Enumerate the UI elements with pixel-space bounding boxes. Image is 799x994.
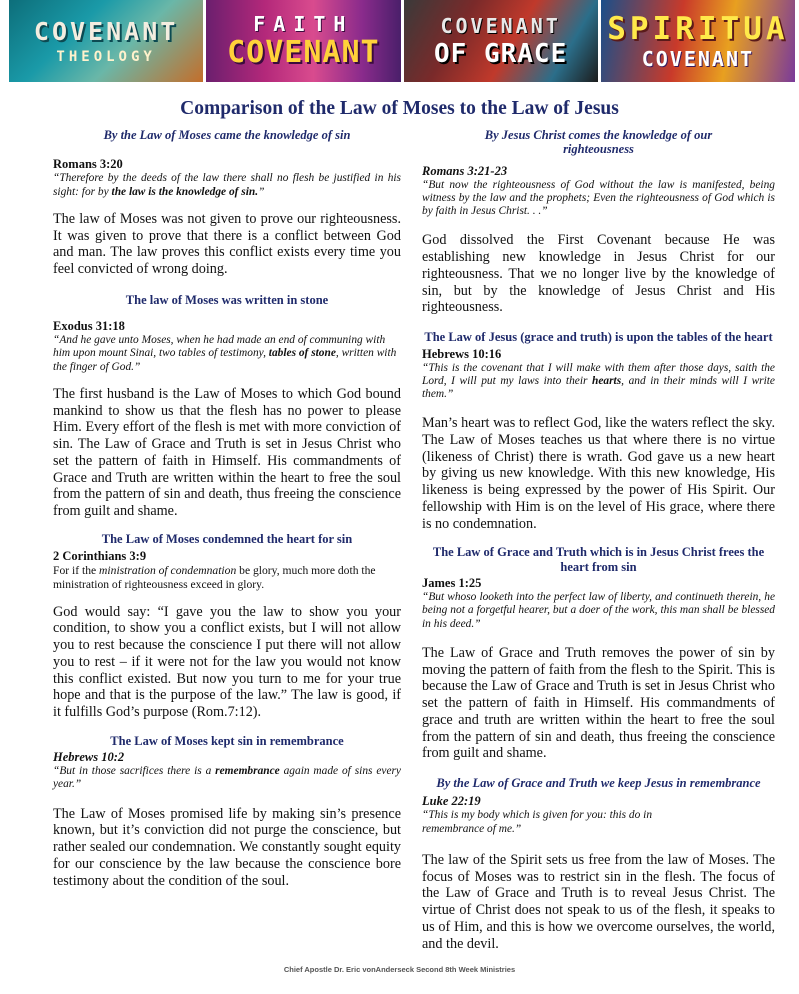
scripture-reference: Romans 3:21-23 <box>422 163 508 178</box>
banner-text: OF GRACE <box>434 38 568 69</box>
section-heading: The Law of Jesus (grace and truth) is upon the tables of the heart <box>424 330 773 345</box>
scripture-reference: Hebrews 10:2 <box>53 750 125 765</box>
banner-text: COVENANT <box>33 16 179 46</box>
scripture-reference: 2 Corinthians 3:9 <box>53 549 147 564</box>
banner-spiritual-covenant <box>601 0 795 82</box>
section-heading: By Jesus Christ comes the knowledge of our righteousness <box>484 128 713 157</box>
banner-text: SPIRITUA <box>607 10 789 47</box>
body-paragraph: The law of Moses was not given to prove our righteousness. It was given to prove that there is a conflict between God and man. The law proves this conflict exists every time you feel convicted of wrong doing. <box>53 210 401 278</box>
banner-text: THEOLOGY <box>56 48 156 65</box>
scripture-quote: “And he gave unto Moses, when he had made an end of communing with him upon mount Sinai, two tables of testimony, tables of stone, written with the finger of God.” <box>53 334 397 373</box>
scripture-quote: “But whoso looketh into the perfect law of liberty, and continueth therein, he being not a forgetful hearer, but a doer of the work, this man shall be blessed in his deed.” <box>422 591 775 630</box>
section-heading: The Law of Moses condemned the heart for sin <box>101 531 353 546</box>
body-paragraph: The Law of Moses promised life by making sin’s presence known, but it’s conviction did not purge the conscience, but rather sealed our condemnation. We constantly sought equity for our conscience by the law because the conscience bore testimony about the condition of the soul. <box>53 805 401 889</box>
scripture-reference: Hebrews 10:16 <box>422 346 502 361</box>
scripture-quote: “But now the righteousness of God without the law is manifested, being witness by the law and the prophets; Even the righteousness of God which is by faith in Jesus Christ. . .” <box>422 178 775 218</box>
body-paragraph: God dissolved the First Covenant because He was establishing new knowledge in Jesus Christ for our righteousness. That we no longer live by the knowledge of sin, but by the knowledge of Jesus Christ and His righteousness. <box>422 232 775 316</box>
body-paragraph: The first husband is the Law of Moses to which God bound mankind to show us that the flesh has no power to please Him. Every effort of the flesh is met with more conviction of sin. The Law of Grace and Truth is set in Jesus Christ who set the pattern of faith in Himself. His commandments of Grace and Truth are written within the heart to free the soul from the pattern of sin and death, thus freeing the conscience from guilt and shame. <box>53 385 401 520</box>
banner-covenant-theology <box>9 0 203 82</box>
banner-text: COVENANT <box>440 13 561 38</box>
scripture-quote: “But in those sacrifices there is a remembrance again made of sins every year.” <box>53 765 401 791</box>
body-paragraph: God would say: “I gave you the law to show you your condition, to show you a conflict exists, but I will not allow you to rest because the conscience I put there will not allow you to rest – if it were not for the law you would not know this conflict existed. But now you turn to me for your true hope and that is the purpose of the law.” The law is good, if it fulfills God’s purpose (Rom.7:12). <box>53 603 401 721</box>
section-heading: The Law of Grace and Truth which is in Jesus Christ frees the heart from sin <box>432 545 765 574</box>
right-column <box>422 128 775 952</box>
scripture-reference: Exodus 31:18 <box>53 319 125 334</box>
header-banner <box>9 0 795 82</box>
section-heading: The law of Moses was written in stone <box>125 292 329 307</box>
left-column <box>53 128 401 889</box>
section-heading: By the Law of Grace and Truth we keep Jesus in remembrance <box>436 776 761 791</box>
banner-text: COVENANT <box>227 35 380 70</box>
banner-covenant-of-grace <box>404 0 598 82</box>
scripture-quote: “This is my body which is given for you: this do in remembrance of me.” <box>422 809 653 835</box>
page-title: Comparison of the Law of Moses to the Law of Jesus <box>180 98 619 119</box>
section-heading: By the Law of Moses came the knowledge of sin <box>103 128 351 142</box>
scripture-reference: James 1:25 <box>422 576 482 591</box>
footer-credit: Chief Apostle Dr. Eric vonAnderseck Second 8th Week Ministries <box>283 965 516 974</box>
scripture-quote: For if the ministration of condemnation be glory, much more doth the ministration of righteousness exceed in glory. <box>53 564 376 591</box>
scripture-reference: Romans 3:20 <box>53 157 123 172</box>
body-paragraph: Man’s heart was to reflect God, like the waters reflect the sky. The Law of Moses teaches us that where there is no virtue (likeness of Christ) there is wrath. God gave us a new heart by giving us new knowledge. With this new knowledge, His likeness is being expressed by the power of His Spirit. Our fellowship with Him is on the level of His grace, where there is no condemnation. <box>422 415 775 532</box>
banner-text: FAITH <box>253 12 354 36</box>
body-paragraph: The law of the Spirit sets us free from the law of Moses. The focus of Moses was to restrict sin in the flesh. The focus of the Law of Grace and Truth is to reveal Jesus Christ. The virtue of Christ does not speak to us of the flesh, it speaks to us of Him, and this is how we overcome ourselves, the world, and the devil. <box>422 851 775 952</box>
banner-faith-covenant <box>206 0 400 82</box>
scripture-quote: “This is the covenant that I will make with them after those days, saith the Lord, I will put my laws into their hearts, and in their minds will I write them.” <box>422 361 775 400</box>
banner-text: COVENANT <box>641 46 755 71</box>
body-paragraph: The Law of Grace and Truth removes the power of sin by moving the pattern of faith from the flesh to the Spirit. This is because the Law of Grace and Truth is set in Jesus Christ who set the pattern of faith in Himself. His commandments of grace and truth are written within the heart to free the soul from the pattern of sin and death, thus freeing the conscience from guilt and shame. <box>422 644 775 762</box>
section-heading: The Law of Moses kept sin in remembrance <box>110 733 344 748</box>
scripture-reference: Luke 22:19 <box>422 794 481 809</box>
scripture-quote: “Therefore by the deeds of the law there shall no flesh be justified in his sight: for by the law is the knowledge of sin.” <box>53 172 401 198</box>
